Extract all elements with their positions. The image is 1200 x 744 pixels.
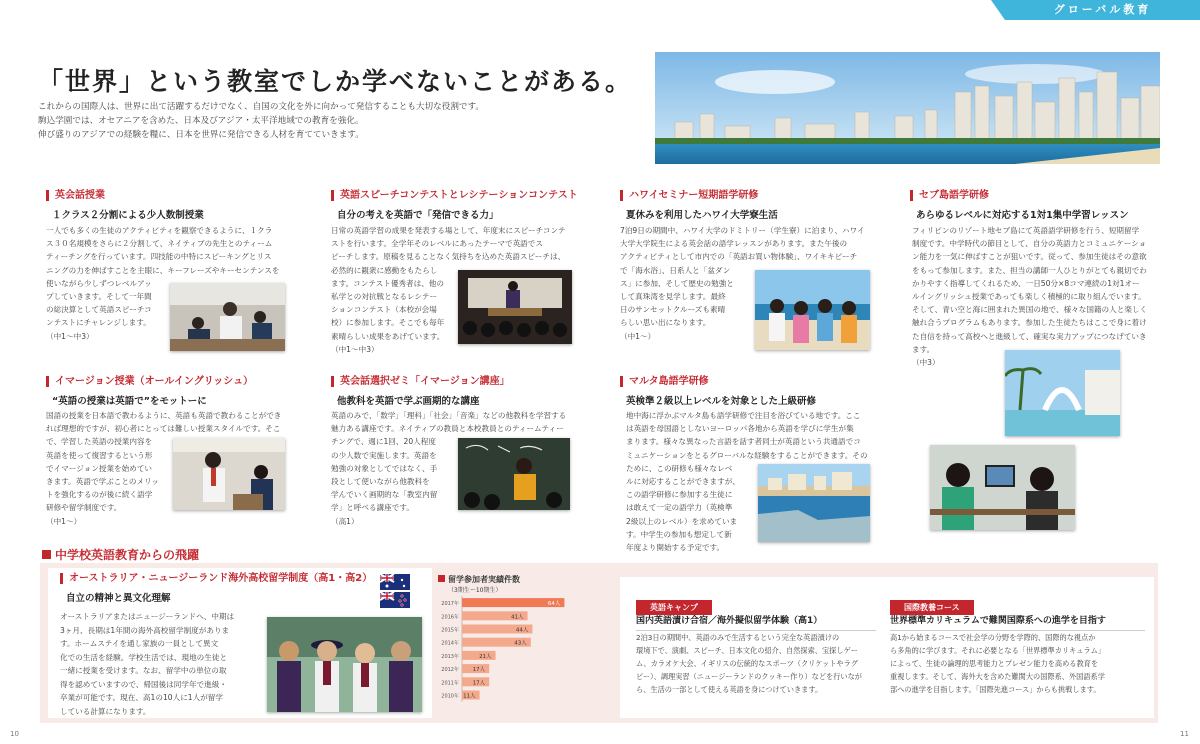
body-line: 年度より開始する予定です。 bbox=[626, 543, 725, 553]
body-line: トを強化するのが後に続く語学 bbox=[46, 490, 153, 500]
body-line: で、学習した英語の授業内容を bbox=[46, 437, 153, 447]
body-line: している計算になります。 bbox=[60, 706, 151, 716]
intro-text bbox=[38, 100, 484, 142]
section-title: 英語スピーチコンテストとレシテーションコンテスト bbox=[331, 190, 578, 201]
body-line: 触れ合うプログラムもあります。参加した生徒たちはここで身に着け bbox=[912, 318, 1147, 328]
body-line: ます。コンテスト優秀者は、他の bbox=[331, 278, 444, 288]
body-line: ティーチングを行っています。四技能の中特にスピーキングとリス bbox=[46, 252, 272, 262]
body-line: ルに対応することができますが、 bbox=[626, 477, 740, 487]
chart-category-label: 2013年 bbox=[441, 653, 459, 660]
section-title: イマージョン授業（オールイングリッシュ） bbox=[46, 376, 253, 387]
body-line: フィリピンのリゾート地セブ島にて英語語学研修を行う、短期留学 bbox=[912, 226, 1140, 235]
body-line: 勉強の対象としてではなく、手 bbox=[331, 463, 438, 473]
section-malta-training bbox=[620, 376, 816, 407]
body-line: 一緒に授業を受けます。なお、留学中の単位の取 bbox=[60, 666, 227, 675]
cebu-resort-photo bbox=[1005, 350, 1120, 436]
body-line: ス３０名規模をさらに２分割して、ネイティブの先生とのティーム bbox=[46, 239, 273, 249]
body-line: 地中海に浮かぶマルタ島も語学研修で注目を浴びている地です。ここ bbox=[626, 411, 861, 420]
body-line: 3ヶ月、長期は1年間の海外高校留学制度がありま bbox=[60, 625, 230, 635]
classroom-photo bbox=[170, 283, 285, 351]
body-line: チングで、週に1回、20人程度 bbox=[331, 437, 436, 447]
body-line: （中1～） bbox=[46, 516, 82, 526]
body-line: （中3） bbox=[912, 358, 940, 368]
body-line: 制度です。中学時代の節目として、自分の英語力とコミュニケーショ bbox=[912, 239, 1147, 249]
body-line: す。中学生の参加も想定して新 bbox=[626, 529, 732, 539]
body-line: 日常の英語学習の成果を発表する場として、年度末にスピーチコンテ bbox=[331, 226, 566, 235]
body-line: は英語を母国語としないヨーロッパ各地から英語を学びに学生が集 bbox=[626, 424, 854, 434]
speech-stage-photo bbox=[458, 270, 572, 344]
chart-category-label: 2015年 bbox=[441, 627, 459, 634]
intro-line: 駒込学園では、オセアニアを含めた、日本及びアジア・太平洋地域での教育を強化。 bbox=[38, 116, 364, 126]
section-subtitle: “英語の授業は英語で”をモットーに bbox=[52, 396, 207, 407]
section-hawaii-seminar bbox=[620, 190, 778, 221]
body-line: ニングの力を伸ばすことを主眼に、キーフレーズやキーセンテンスを bbox=[46, 265, 280, 275]
section-title: マルタ島語学研修 bbox=[620, 376, 816, 387]
section-title: ハワイセミナー短期語学研修 bbox=[620, 190, 778, 201]
students-uniform-photo bbox=[267, 617, 422, 712]
section-title: 英会話選択ゼミ「イマージョン講座」 bbox=[331, 376, 510, 387]
body-line: れば理想的ですが、初心者にとっては難しい授業スタイルです。そこ bbox=[46, 424, 281, 434]
body-line: 化での生活を経験。学校生活では、現地の生徒と bbox=[60, 652, 228, 662]
body-line: ンテストにチャレンジします。 bbox=[46, 318, 151, 328]
body-line: 学」と呼べる講座です。 bbox=[331, 503, 414, 513]
section-subtitle: あらゆるレベルに対応する1対1集中学習レッスン bbox=[916, 210, 1129, 221]
chart-value-label: 17人 bbox=[472, 680, 486, 687]
body-line: ます。 bbox=[912, 344, 935, 354]
section-immersion-class bbox=[46, 376, 253, 407]
chart-value-label: 41人 bbox=[511, 614, 524, 621]
chart-header bbox=[438, 574, 520, 594]
body-line: まります。様々な異なった言語を話す者同士が英語という共通語でコ bbox=[626, 437, 861, 447]
body-line: 国語の授業を日本語で教わるように、英語も英語で教わることができ bbox=[46, 411, 282, 420]
australia-flag-icon bbox=[380, 574, 410, 590]
body-line: ビー）、調理実習（ニュージーランドのクッキー作り）などを行いなが bbox=[636, 672, 862, 681]
section-speech-contest bbox=[331, 190, 578, 221]
body-line: は敢えて一定の語学力（英検準 bbox=[626, 503, 733, 513]
body-line: ス」に参加、そして歴史の勉強と bbox=[620, 278, 734, 288]
chart-subtitle: （3期生～10期生） bbox=[448, 587, 502, 594]
new-zealand-flag-icon bbox=[380, 592, 410, 608]
body-line: 英語を使って復習するという形 bbox=[46, 450, 153, 460]
body-line: 部への進学を目指します。「国際先進コース」からも挑戦します。 bbox=[890, 685, 1101, 694]
english-camp-title: 国内英語漬け合宿／海外擬似留学体験（高1） bbox=[636, 613, 876, 631]
body-line: 卒業が可能です。現在、高1の10人に1人が留学 bbox=[60, 693, 223, 702]
english-camp-body bbox=[636, 631, 862, 696]
body-line: オーストラリアまたはニュージーランドへ、中期は bbox=[60, 612, 235, 621]
section-subtitle: 英検準２級以上レベルを対象とした上級研修 bbox=[626, 396, 817, 407]
body-line: して真珠湾を見学します。最終 bbox=[620, 292, 726, 302]
study-abroad-subtitle: 自立の精神と異文化理解 bbox=[66, 593, 171, 604]
badge-label: 英語キャンプ bbox=[636, 600, 712, 615]
study-abroad-title: オーストラリア・ニュージーランド海外高校留学制度（高1・高2） bbox=[60, 573, 372, 584]
chart-category-label: 2016年 bbox=[441, 614, 459, 621]
subsection-title-text: 中学校英語教育からの飛躍 bbox=[55, 548, 200, 562]
participants-bar-chart bbox=[438, 596, 588, 708]
body-line: ションコンテスト（本校が会場 bbox=[331, 305, 437, 315]
body-line: た自信を持って高校へと進級して、確実な実力アップにつなげていき bbox=[912, 331, 1147, 341]
body-line: 段として使いながら他教科を bbox=[331, 477, 430, 487]
page-title: 「世界」という教室でしか学べないことがある。 bbox=[38, 67, 633, 96]
body-line: ルイングリッシュ授業であっても楽しく積極的に取り組んでいます。 bbox=[912, 292, 1146, 302]
body-line: （中1～） bbox=[620, 331, 656, 341]
body-line: かりやすく指導してくれるため、一日50分×8コマ連続の1対1オー bbox=[912, 278, 1140, 288]
body-line: をもって参加します。また、担当の講師一人ひとりがとても親切でわ bbox=[912, 265, 1147, 275]
body-line: きます。英語で学ぶことのメリッ bbox=[46, 477, 159, 487]
title-marker bbox=[438, 575, 445, 582]
intl-course-body bbox=[890, 631, 1105, 696]
body-line: 得を認めていますので、帰国後は同学年で進級・ bbox=[60, 679, 227, 689]
section-body bbox=[912, 224, 1147, 369]
body-line: 英語のみで、「数学」「理科」「社会」「音楽」などの他教科を学習する bbox=[331, 411, 567, 420]
chart-value-label: 64人 bbox=[547, 601, 561, 608]
body-line: ム、カラオケ大会、イギリスの伝統的なスポーツ（クリケットやラグ bbox=[636, 659, 858, 668]
cebu-lesson-photo bbox=[930, 445, 1075, 530]
body-line: 校）に参加します。そこでも毎年 bbox=[331, 318, 445, 328]
body-line: （中1～中3） bbox=[46, 331, 94, 341]
section-subtitle: １クラス２分割による少人数制授業 bbox=[52, 210, 204, 221]
body-line: ら、生活の一部として使える英語を身につけていきます。 bbox=[636, 685, 823, 694]
section-title: セブ島語学研修 bbox=[910, 190, 1129, 201]
page-number-left: 10 bbox=[10, 730, 19, 738]
body-line: 一人でも多くの生徒のアクティビティを観察できるように、１クラ bbox=[46, 226, 273, 235]
chart-category-label: 2017年 bbox=[441, 601, 459, 608]
body-line: ン能力を一気に伸ばすことが狙いです。従って、参加生徒はその意欲 bbox=[912, 252, 1147, 262]
section-title: 英会話授業 bbox=[46, 190, 204, 201]
chart-category-label: 2010年 bbox=[441, 693, 459, 700]
section-english-conversation bbox=[46, 190, 204, 221]
teacher-photo bbox=[173, 438, 285, 510]
section-subtitle: 他教科を英語で学ぶ画期的な講座 bbox=[337, 396, 480, 407]
body-line: ら多角的に学びます。それに必要となる「世界標準カリキュラム」 bbox=[890, 646, 1105, 655]
body-line: ストを行います。全学年そのレベルにあったテーマで英語でス bbox=[331, 239, 543, 249]
body-line: 必然的に観衆に感動をもたらし bbox=[331, 265, 438, 275]
body-line: 2級以上のレベル）を求めていま bbox=[626, 516, 738, 526]
body-line: 使いながら少しずつレベルアッ bbox=[46, 278, 152, 288]
body-line: 7泊9日の期間中、ハワイ大学のドミトリー（学生寮）に泊まり、ハワイ bbox=[620, 226, 865, 235]
chart-value-label: 43人 bbox=[514, 640, 527, 647]
body-line: 日のサンセットクルーズも素晴 bbox=[620, 305, 726, 315]
section-cebu-training bbox=[910, 190, 1129, 221]
study-abroad-body bbox=[60, 610, 234, 718]
malta-harbor-photo bbox=[758, 464, 870, 542]
chart-category-label: 2014年 bbox=[441, 640, 459, 647]
body-line: アクティビティとして市内での「英語お買い物体験」、ワイキキビーチ bbox=[620, 252, 858, 262]
body-line: ミュニケーションをとるグローバルな経験をすることができます。その bbox=[626, 450, 868, 460]
chart-value-label: 21人 bbox=[479, 653, 492, 660]
section-immersion-seminar bbox=[331, 376, 510, 407]
body-line: プしていきます。そして一年間 bbox=[46, 292, 152, 302]
blackboard-photo bbox=[458, 438, 570, 510]
badge-label: 国際教養コース bbox=[890, 600, 974, 615]
chart-title bbox=[438, 574, 520, 585]
page-number-right: 11 bbox=[1180, 730, 1189, 738]
body-line: （中1～中3） bbox=[331, 344, 379, 354]
section-subtitle: 夏休みを利用したハワイ大学寮生活 bbox=[626, 210, 778, 221]
intl-course-title: 世界標準カリキュラムで難関国際系への進学を目指す bbox=[890, 613, 1145, 631]
section-subtitle: 自分の考えを英語で「発信できる力」 bbox=[337, 210, 499, 221]
chart-category-label: 2011年 bbox=[441, 680, 459, 687]
body-line: 高1から始まるコースで社会学の分野を学際的、国際的な視点か bbox=[890, 633, 1096, 642]
body-line: の総決算として英語スピーチコ bbox=[46, 305, 152, 315]
body-line: この語学研修に参加する生徒に bbox=[626, 490, 733, 500]
body-line: でイマージョン授業を始めてい bbox=[46, 463, 153, 473]
body-line: 重視します。そして、海外大を含めた難関大の国際系、外国語系学 bbox=[890, 672, 1105, 681]
chart-category-label: 2012年 bbox=[441, 667, 459, 674]
body-line: 私学との対抗戦となるレシテー bbox=[331, 292, 438, 302]
chart-value-label: 17人 bbox=[472, 667, 486, 674]
body-line: す。ホームステイを通し家族の一員として異文 bbox=[60, 639, 219, 648]
body-line: ために、この研修も様々なレベ bbox=[626, 463, 733, 473]
body-line: 環境下で、演劇、スピーチ、日本文化の紹介、自然探索、宝探しゲー bbox=[636, 646, 858, 655]
chart-value-label: 11人 bbox=[463, 693, 476, 700]
body-line: そして、青い空と海に囲まれた異国の地で、様々な国籍の人と楽しく bbox=[912, 305, 1148, 315]
body-line: 2泊3日の期間中、英語のみで生活するという完全な英語漬けの bbox=[636, 633, 840, 642]
body-line: 学んでいく画期的な「教室内留 bbox=[331, 490, 438, 500]
study-abroad-heading bbox=[60, 573, 372, 604]
english-camp-badge bbox=[636, 595, 712, 615]
intro-line: これからの国際人は、世界に出て活躍するだけでなく、自国の文化を外に向かって発信することも大切な役割です。 bbox=[38, 102, 485, 112]
body-line: によって、生徒の論理的思考能力とプレゼン能力を高める教育を bbox=[890, 659, 1099, 668]
body-line: の少人数で実施します。英語を bbox=[331, 450, 437, 460]
section-tag: グローバル教育 bbox=[1005, 0, 1200, 20]
intro-line: 伸び盛りのアジアでの経験を糧に、日本を世界に発信できる人材を育てていきます。 bbox=[38, 130, 364, 140]
body-line: （高1） bbox=[331, 516, 359, 526]
body-line: 大学大学院生による英会話の語学レッスンがあります。また午後の bbox=[620, 239, 848, 249]
subsection-title bbox=[42, 546, 199, 563]
hawaii-beach-photo bbox=[755, 270, 870, 350]
intl-course-badge bbox=[890, 595, 974, 615]
body-line: で「海水浴」、日系人と「盆ダン bbox=[620, 265, 731, 275]
body-line: 魅力ある講座です。ネイティブの教員と本校教員とのティームティー bbox=[331, 424, 564, 434]
waikiki-photo bbox=[655, 52, 1160, 164]
body-line: 素晴らしい成果をあげています。 bbox=[331, 331, 445, 341]
chart-title-text: 留学参加者実績件数 bbox=[448, 575, 520, 584]
chart-value-label: 44人 bbox=[515, 627, 529, 634]
body-line: ピーチします。原稿を見ることなく気持ちを込めた英語スピーチは、 bbox=[331, 252, 566, 262]
body-line: らしい思い出になります。 bbox=[620, 318, 711, 328]
body-line: 研修や留学制度です。 bbox=[46, 503, 122, 513]
